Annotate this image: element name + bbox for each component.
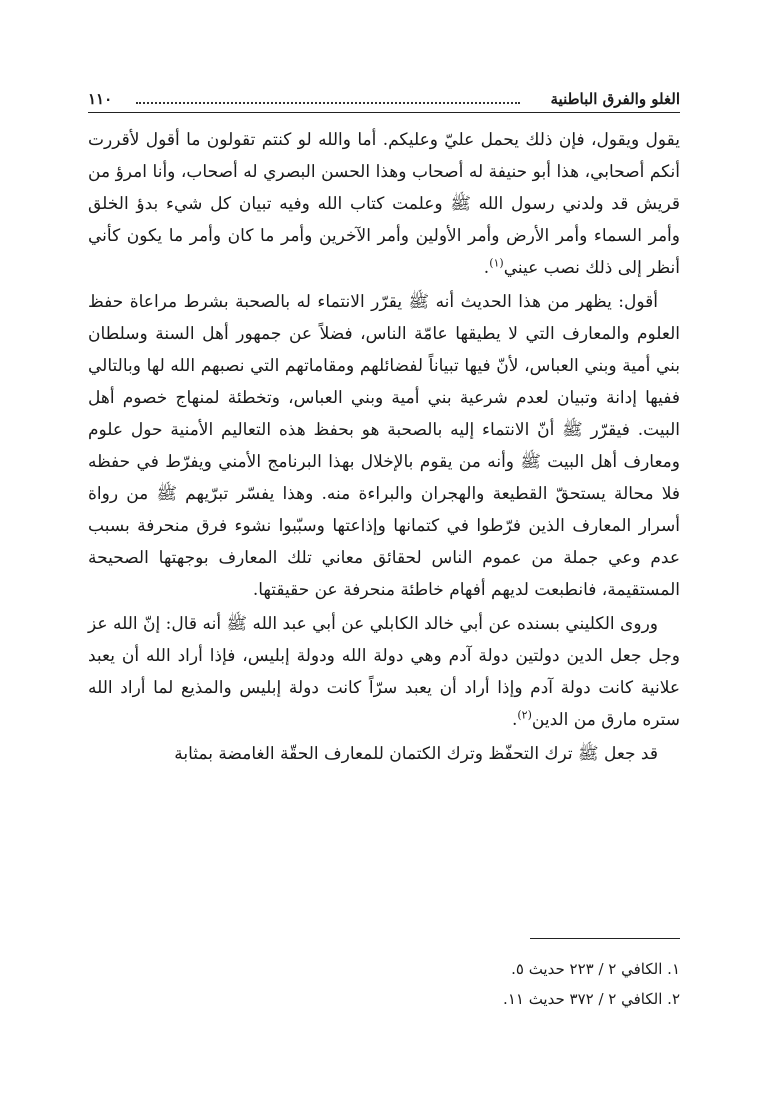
paragraph-text: قد جعل ﷺ ترك التحفّظ وترك الكتمان للمعارف الحقّة الغامضة بمثابة (174, 744, 658, 764)
paragraph: يقول ويقول، فإن ذلك يحمل عليّ وعليكم. أما والله لو كنتم تقولون ما أقول لأقررت أنكم أصحابي، هذا أبو حنيفة له أصحاب وهذا الحسن البصري له أصحاب، وأنا امرؤ من قريش قد ولدني رسول الله ﷺ وعلمت كتاب الله وفيه تبيان كل شيء بدؤ الخلق وأمر السماء وأمر الأرض وأمر الأولين وأمر الآخرين وأمر ما كان وأمر ما يكون كأني أنظر إلى ذلك نصب عيني$^{(١)}$. (88, 130, 680, 278)
paragraph (88, 286, 680, 606)
paragraph (88, 738, 680, 770)
paragraph-text: أقول: يظهر من هذا الحديث أنه ﷺ يقرّر الانتماء له بالصحبة بشرط مراعاة حفظ العلوم والمعارف التي لا يطيقها عامّة الناس، فضلاً عن جمهور أهل السنة وسلطان بني أمية وبني العباس، لأنّ فيها تبياناً لفضائلهم ومقاماتهم التي نصبهم الله لها وبالتالي ففيها إدانة وتبيان لعدم شرعية بني أمية وبني العباس، وتخطئة لمنهاج خصوم أهل البيت. فيقرّر ﷺ أنّ الانتماء إليه بالصحبة هو بحفظ هذه التعاليم الأمنية حول علوم ومعارف أهل البيت ﷺ وأنه من يقوم بالإخلال بهذا البرنامج الأمني ويفرّط في حفظه فلا محالة يستحقّ القطيعة والهجران والبراءة منه. وهذا يفسّر تبرّيهم ﷺ من رواة أسرار المعارف الذين فرّطوا في كتمانها وإذاعتها وسبّبوا نشوء فرق منحرفة بسبب عدم وعي جملة من عموم الناس لحقائق معاني تلك المعارف بوجهتها الصحيحة المستقيمة، فانطبعت لديهم أفهام خاطئة منحرفة عن حقيقتها. (88, 292, 680, 600)
paragraph-text: وروى الكليني بسنده عن أبي خالد الكابلي عن أبي عبد الله ﷺ أنه قال: إنّ الله عز وجل جعل الدين دولتين دولة آدم وهي دولة الله ودولة إبليس، فإذا أراد الله أن يعبد علانية كانت دولة آدم وإذا أراد أن يعبد سرّاً كانت دولة إبليس والمذيع لما أراد الله ستره مارق من الدين (88, 614, 680, 730)
footnotes (88, 954, 680, 1014)
footnote-ref: (١) (489, 256, 504, 270)
book-title: الغلو والفرق الباطنية (550, 90, 680, 108)
main-text (88, 124, 680, 772)
footnote-ref: (٢) (517, 708, 532, 722)
footnote: ٢. الكافي ٢ / ٣٧٢ حديث ١١. (503, 990, 680, 1008)
paragraph: وروى الكليني بسنده عن أبي خالد الكابلي عن أبي عبد الله ﷺ أنه قال: إنّ الله عز وجل جعل الدين دولتين دولة آدم وهي دولة الله ودولة إبليس، فإذا أراد الله أن يعبد علانية كانت دولة آدم وإذا أراد أن يعبد سرّاً كانت دولة إبليس والمذيع لما أراد الله ستره مارق من الدين$^{(٢)}$. (88, 614, 680, 730)
running-header (88, 86, 680, 113)
paragraph-text: يقول ويقول، فإن ذلك يحمل عليّ وعليكم. أما والله لو كنتم تقولون ما أقول لأقررت أنكم أصحابي، هذا أبو حنيفة له أصحاب وهذا الحسن البصري له أصحاب، وأنا امرؤ من قريش قد ولدني رسول الله ﷺ وعلمت كتاب الله وفيه تبيان كل شيء بدؤ الخلق وأمر السماء وأمر الأرض وأمر الأولين وأمر الآخرين وأمر ما كان وأمر ما يكون كأني أنظر إلى ذلك نصب عيني (88, 130, 680, 278)
footnote: ١. الكافي ٢ / ٢٢٣ حديث ٥. (511, 960, 680, 978)
page-number: ١١٠ (88, 90, 113, 108)
footnote-separator (530, 938, 680, 939)
leader-dots (136, 90, 520, 104)
